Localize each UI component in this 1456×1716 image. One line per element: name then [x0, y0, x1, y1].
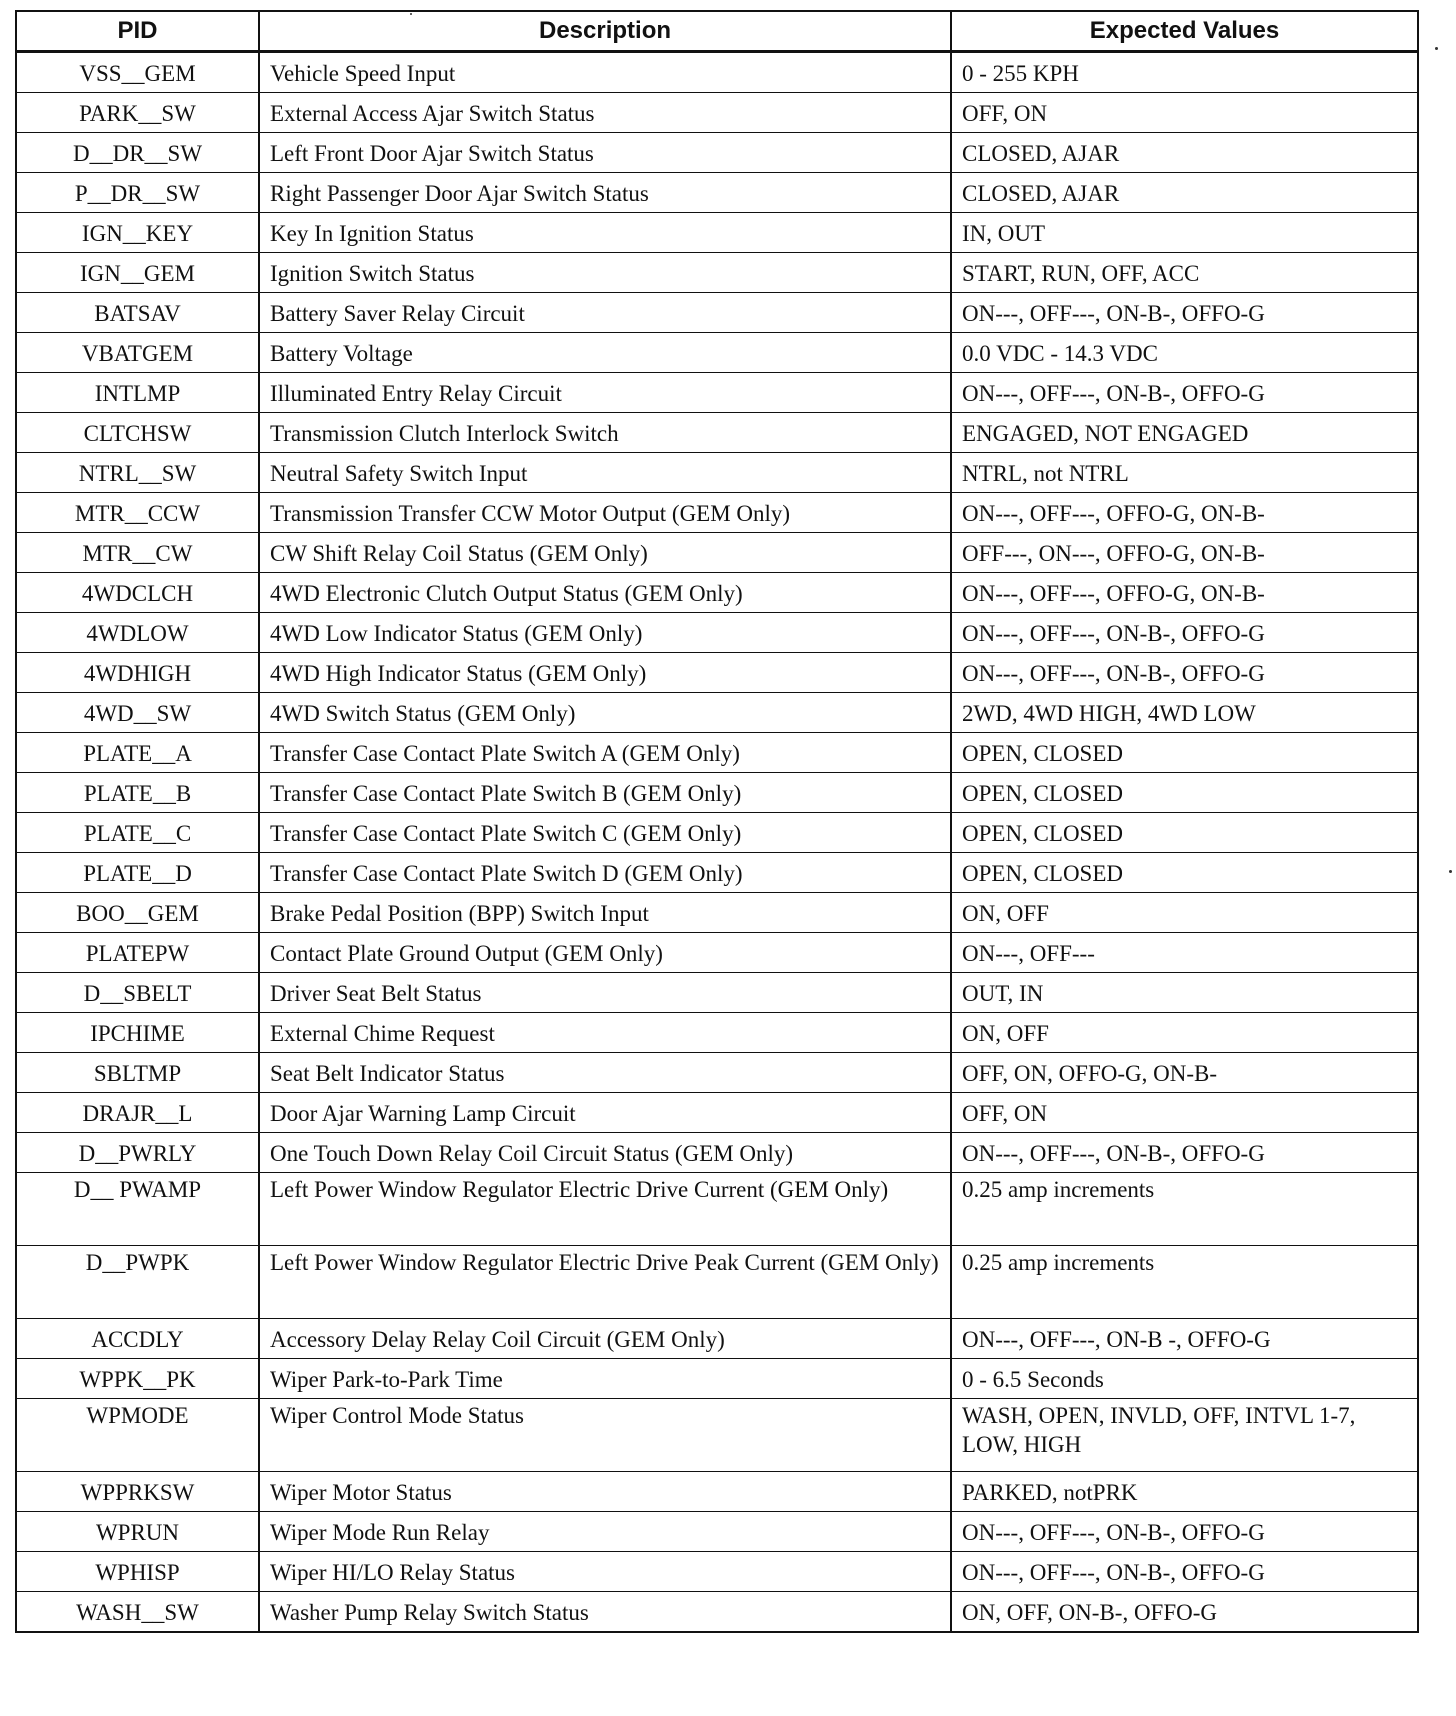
- expected-values-cell: OPEN, CLOSED: [951, 733, 1418, 773]
- expected-values-cell: NTRL, not NTRL: [951, 453, 1418, 493]
- description-cell: One Touch Down Relay Coil Circuit Status (GEM Only): [259, 1133, 951, 1173]
- expected-values-cell: CLOSED, AJAR: [951, 133, 1418, 173]
- table-row: [16, 173, 1418, 213]
- scan-speck: [410, 13, 412, 15]
- table-row: [16, 413, 1418, 453]
- table-row: [16, 1013, 1418, 1053]
- table-row: [16, 933, 1418, 973]
- expected-values-cell: OFF, ON, OFFO-G, ON-B-: [951, 1053, 1418, 1093]
- table-row: [16, 493, 1418, 533]
- description-cell: Contact Plate Ground Output (GEM Only): [259, 933, 951, 973]
- expected-values-cell: OFF, ON: [951, 1093, 1418, 1133]
- table-row: [16, 213, 1418, 253]
- pid-cell: BATSAV: [16, 293, 259, 333]
- table-header-row: [16, 11, 1418, 52]
- pid-cell: PLATE__B: [16, 773, 259, 813]
- table-row: [16, 1552, 1418, 1592]
- expected-values-cell: 0 - 6.5 Seconds: [951, 1359, 1418, 1399]
- pid-cell: 4WDCLCH: [16, 573, 259, 613]
- description-cell: Ignition Switch Status: [259, 253, 951, 293]
- pid-cell: IGN__GEM: [16, 253, 259, 293]
- expected-values-cell: START, RUN, OFF, ACC: [951, 253, 1418, 293]
- pid-cell: CLTCHSW: [16, 413, 259, 453]
- description-cell: Wiper Control Mode Status: [259, 1399, 951, 1472]
- table-row: [16, 1093, 1418, 1133]
- expected-values-cell: 0.0 VDC - 14.3 VDC: [951, 333, 1418, 373]
- expected-values-cell: ON---, OFF---, ON-B-, OFFO-G: [951, 373, 1418, 413]
- description-cell: Transmission Transfer CCW Motor Output (GEM Only): [259, 493, 951, 533]
- table-row: [16, 653, 1418, 693]
- column-header-expected-values: Expected Values: [951, 11, 1418, 52]
- pid-cell: VSS__GEM: [16, 52, 259, 93]
- expected-values-cell: ON---, OFF---, ON-B-, OFFO-G: [951, 293, 1418, 333]
- pid-cell: PLATE__A: [16, 733, 259, 773]
- pid-cell: MTR__CW: [16, 533, 259, 573]
- expected-values-cell: ON---, OFF---, OFFO-G, ON-B-: [951, 573, 1418, 613]
- table-row: [16, 573, 1418, 613]
- table-row: [16, 1592, 1418, 1633]
- table-row: [16, 1512, 1418, 1552]
- description-cell: Washer Pump Relay Switch Status: [259, 1592, 951, 1633]
- expected-values-cell: ON---, OFF---, ON-B-, OFFO-G: [951, 1512, 1418, 1552]
- pid-cell: D__SBELT: [16, 973, 259, 1013]
- table-row: [16, 1053, 1418, 1093]
- pid-cell: IGN__KEY: [16, 213, 259, 253]
- table-row: [16, 1399, 1418, 1472]
- pid-cell: P__DR__SW: [16, 173, 259, 213]
- expected-values-cell: 0.25 amp increments: [951, 1173, 1418, 1246]
- expected-values-cell: ON---, OFF---, ON-B-, OFFO-G: [951, 1133, 1418, 1173]
- expected-values-cell: ON, OFF, ON-B-, OFFO-G: [951, 1592, 1418, 1633]
- description-cell: Vehicle Speed Input: [259, 52, 951, 93]
- expected-values-cell: OPEN, CLOSED: [951, 773, 1418, 813]
- pid-cell: INTLMP: [16, 373, 259, 413]
- scan-speck: [1449, 870, 1452, 873]
- description-cell: Neutral Safety Switch Input: [259, 453, 951, 493]
- pid-cell: WPHISP: [16, 1552, 259, 1592]
- table-row: [16, 1472, 1418, 1512]
- description-cell: Wiper Mode Run Relay: [259, 1512, 951, 1552]
- pid-cell: PARK__SW: [16, 93, 259, 133]
- description-cell: 4WD Switch Status (GEM Only): [259, 693, 951, 733]
- table-row: [16, 1359, 1418, 1399]
- expected-values-cell: ON, OFF: [951, 893, 1418, 933]
- description-cell: Transfer Case Contact Plate Switch B (GEM Only): [259, 773, 951, 813]
- pid-cell: D__ PWAMP: [16, 1173, 259, 1246]
- description-cell: Wiper HI/LO Relay Status: [259, 1552, 951, 1592]
- scan-speck: [1435, 47, 1438, 50]
- table-row: [16, 133, 1418, 173]
- expected-values-cell: ON---, OFF---: [951, 933, 1418, 973]
- expected-values-cell: ON---, OFF---, ON-B -, OFFO-G: [951, 1319, 1418, 1359]
- table-row: [16, 1319, 1418, 1359]
- expected-values-cell: 2WD, 4WD HIGH, 4WD LOW: [951, 693, 1418, 733]
- pid-cell: 4WDHIGH: [16, 653, 259, 693]
- description-cell: Transfer Case Contact Plate Switch D (GEM Only): [259, 853, 951, 893]
- expected-values-cell: ON---, OFF---, OFFO-G, ON-B-: [951, 493, 1418, 533]
- pid-cell: IPCHIME: [16, 1013, 259, 1053]
- pid-cell: VBATGEM: [16, 333, 259, 373]
- pid-cell: WPPK__PK: [16, 1359, 259, 1399]
- description-cell: Wiper Park-to-Park Time: [259, 1359, 951, 1399]
- pid-cell: D__PWRLY: [16, 1133, 259, 1173]
- description-cell: Left Power Window Regulator Electric Drive Peak Current (GEM Only): [259, 1246, 951, 1319]
- description-cell: 4WD Low Indicator Status (GEM Only): [259, 613, 951, 653]
- table-row: [16, 1133, 1418, 1173]
- table-row: [16, 773, 1418, 813]
- table-row: [16, 253, 1418, 293]
- pid-cell: D__PWPK: [16, 1246, 259, 1319]
- expected-values-cell: 0.25 amp increments: [951, 1246, 1418, 1319]
- pid-cell: MTR__CCW: [16, 493, 259, 533]
- expected-values-cell: ON---, OFF---, ON-B-, OFFO-G: [951, 613, 1418, 653]
- expected-values-cell: WASH, OPEN, INVLD, OFF, INTVL 1-7, LOW, HIGH: [951, 1399, 1418, 1472]
- pid-document: [15, 10, 1417, 1633]
- table-row: [16, 893, 1418, 933]
- description-cell: 4WD Electronic Clutch Output Status (GEM Only): [259, 573, 951, 613]
- expected-values-cell: OPEN, CLOSED: [951, 813, 1418, 853]
- table-row: [16, 533, 1418, 573]
- table-row: [16, 693, 1418, 733]
- table-row: [16, 733, 1418, 773]
- pid-cell: DRAJR__L: [16, 1093, 259, 1133]
- description-cell: External Access Ajar Switch Status: [259, 93, 951, 133]
- expected-values-cell: CLOSED, AJAR: [951, 173, 1418, 213]
- table-row: [16, 1246, 1418, 1319]
- description-cell: Illuminated Entry Relay Circuit: [259, 373, 951, 413]
- description-cell: Transmission Clutch Interlock Switch: [259, 413, 951, 453]
- expected-values-cell: OUT, IN: [951, 973, 1418, 1013]
- description-cell: Transfer Case Contact Plate Switch A (GEM Only): [259, 733, 951, 773]
- description-cell: Transfer Case Contact Plate Switch C (GEM Only): [259, 813, 951, 853]
- pid-cell: PLATE__C: [16, 813, 259, 853]
- expected-values-cell: ON---, OFF---, ON-B-, OFFO-G: [951, 653, 1418, 693]
- description-cell: Battery Voltage: [259, 333, 951, 373]
- pid-cell: 4WD__SW: [16, 693, 259, 733]
- pid-cell: NTRL__SW: [16, 453, 259, 493]
- pid-cell: WPMODE: [16, 1399, 259, 1472]
- expected-values-cell: 0 - 255 KPH: [951, 52, 1418, 93]
- column-header-description: Description: [259, 11, 951, 52]
- pid-cell: BOO__GEM: [16, 893, 259, 933]
- table-row: [16, 453, 1418, 493]
- table-row: [16, 293, 1418, 333]
- pid-cell: WPRUN: [16, 1512, 259, 1552]
- pid-cell: WPPRKSW: [16, 1472, 259, 1512]
- description-cell: Seat Belt Indicator Status: [259, 1053, 951, 1093]
- description-cell: Door Ajar Warning Lamp Circuit: [259, 1093, 951, 1133]
- table-row: [16, 813, 1418, 853]
- table-row: [16, 1173, 1418, 1246]
- pid-cell: 4WDLOW: [16, 613, 259, 653]
- expected-values-cell: PARKED, notPRK: [951, 1472, 1418, 1512]
- column-header-pid: PID: [16, 11, 259, 52]
- pid-cell: SBLTMP: [16, 1053, 259, 1093]
- table-row: [16, 52, 1418, 93]
- description-cell: CW Shift Relay Coil Status (GEM Only): [259, 533, 951, 573]
- description-cell: Accessory Delay Relay Coil Circuit (GEM Only): [259, 1319, 951, 1359]
- description-cell: Left Power Window Regulator Electric Drive Current (GEM Only): [259, 1173, 951, 1246]
- expected-values-cell: OFF---, ON---, OFFO-G, ON-B-: [951, 533, 1418, 573]
- pid-table: [15, 10, 1419, 1633]
- description-cell: Wiper Motor Status: [259, 1472, 951, 1512]
- description-cell: 4WD High Indicator Status (GEM Only): [259, 653, 951, 693]
- expected-values-cell: ON---, OFF---, ON-B-, OFFO-G: [951, 1552, 1418, 1592]
- table-row: [16, 373, 1418, 413]
- expected-values-cell: OFF, ON: [951, 93, 1418, 133]
- pid-cell: PLATEPW: [16, 933, 259, 973]
- pid-cell: ACCDLY: [16, 1319, 259, 1359]
- table-row: [16, 93, 1418, 133]
- expected-values-cell: IN, OUT: [951, 213, 1418, 253]
- pid-cell: WASH__SW: [16, 1592, 259, 1633]
- description-cell: Brake Pedal Position (BPP) Switch Input: [259, 893, 951, 933]
- description-cell: External Chime Request: [259, 1013, 951, 1053]
- description-cell: Right Passenger Door Ajar Switch Status: [259, 173, 951, 213]
- table-row: [16, 333, 1418, 373]
- description-cell: Driver Seat Belt Status: [259, 973, 951, 1013]
- table-row: [16, 973, 1418, 1013]
- description-cell: Key In Ignition Status: [259, 213, 951, 253]
- description-cell: Battery Saver Relay Circuit: [259, 293, 951, 333]
- description-cell: Left Front Door Ajar Switch Status: [259, 133, 951, 173]
- expected-values-cell: ON, OFF: [951, 1013, 1418, 1053]
- pid-cell: PLATE__D: [16, 853, 259, 893]
- expected-values-cell: ENGAGED, NOT ENGAGED: [951, 413, 1418, 453]
- table-row: [16, 853, 1418, 893]
- table-row: [16, 613, 1418, 653]
- pid-cell: D__DR__SW: [16, 133, 259, 173]
- expected-values-cell: OPEN, CLOSED: [951, 853, 1418, 893]
